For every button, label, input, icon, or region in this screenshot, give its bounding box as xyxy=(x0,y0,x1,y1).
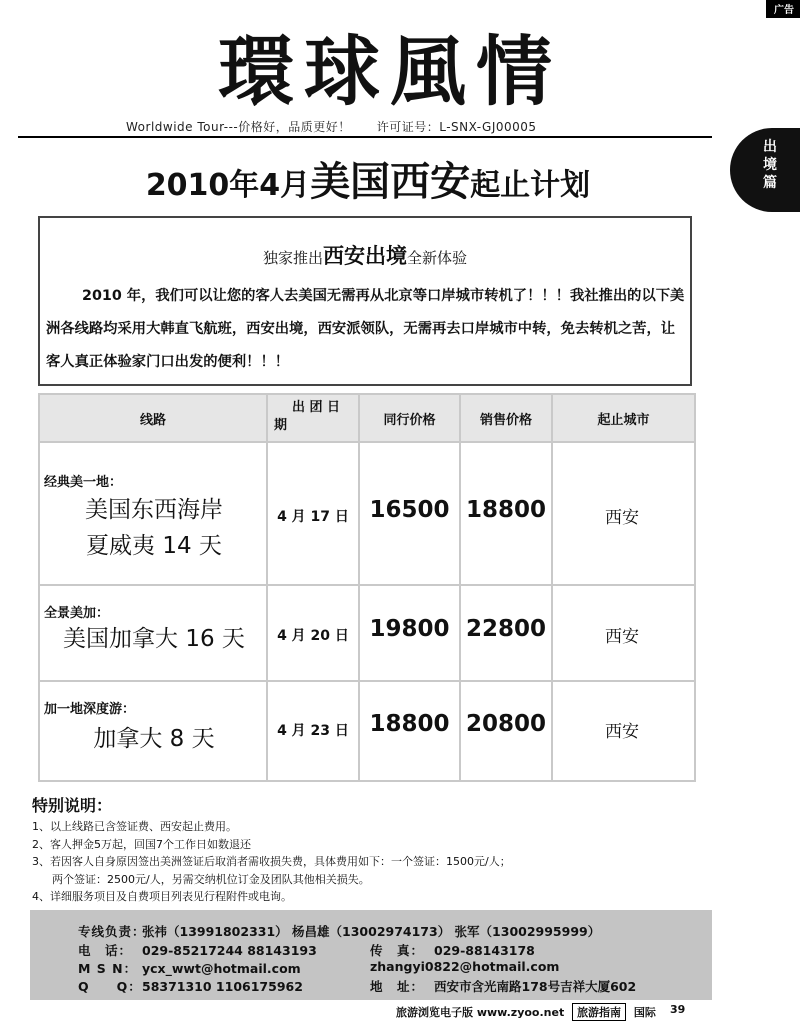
intro-paragraph: 2010 年，我们可以让您的客人去美国无需再从北京等口岸城市转机了！！！我社推出的以下美洲各线路均采用大韩直飞航班，西安出境，西安派领队，无需再去口岸城市中转，免去转机之苦，让客人真正体验家门口出发的便利！！！ xyxy=(46,288,685,370)
note-item: 2、客人押金5万起，回国7个工作日如数退还 xyxy=(32,837,251,851)
note-item: 两个签证：2500元/人，另需交纳机位订金及团队其他相关损失。 xyxy=(52,872,370,886)
fax-label: 传 真： xyxy=(370,943,425,958)
page-footer xyxy=(396,1003,656,1021)
page-number: 39 xyxy=(670,1003,686,1016)
advertisement-tag: 广告 xyxy=(766,0,800,18)
contact-phone-row xyxy=(78,941,317,959)
footer-magazine: 旅游指南 xyxy=(572,1003,626,1021)
intro-headline xyxy=(40,240,690,270)
note-item: 4、详细服务项目及自费项目列表见行程附件或电询。 xyxy=(32,890,292,903)
route-name: 加拿大 8 天 xyxy=(93,726,215,752)
section-tab[interactable] xyxy=(730,128,800,212)
header-city: 起止城市 xyxy=(553,395,694,441)
contact-address-row xyxy=(370,977,636,995)
header-date-line1: 出 团 日 xyxy=(291,400,341,415)
header-date xyxy=(268,395,358,441)
trade-price: 16500 xyxy=(369,497,450,523)
route-name-line2: 夏威夷 14 天 xyxy=(86,533,222,559)
start-end-city: 西安 xyxy=(605,508,639,528)
leads-value: 张祎（13991802331） 杨昌雄（13002974173） 张军（13002995999） xyxy=(142,924,601,939)
slogan: Worldwide Tour---价格好，品质更好！ xyxy=(126,120,351,134)
brand-logo: 環球風情 xyxy=(218,27,562,116)
footer-section: 国际 xyxy=(633,1006,656,1019)
retail-price: 18800 xyxy=(465,497,547,523)
start-end-city: 西安 xyxy=(605,722,639,742)
header-trade-price: 同行价格 xyxy=(360,395,459,441)
notes-heading: 特别说明： xyxy=(32,796,113,815)
contact-fax-row xyxy=(370,941,535,959)
start-end-city: 西安 xyxy=(605,627,639,647)
msn-value-2[interactable]: zhangyi0822@hotmail.com xyxy=(370,959,560,974)
title-suffix: 起止计划 xyxy=(470,168,591,203)
retail-price: 22800 xyxy=(465,616,547,642)
headline-emphasis: 西安出境 xyxy=(323,244,407,268)
footer-site[interactable]: 旅游浏览电子版 www.zyoo.net xyxy=(396,1006,565,1019)
header-date-line2: 期 xyxy=(274,418,288,433)
note-item: 1、以上线路已含签证费、西安起止费用。 xyxy=(32,820,237,833)
route-category: 全景美加： xyxy=(44,606,110,621)
headline-pre: 独家推出 xyxy=(262,249,323,267)
contact-leads-row xyxy=(78,922,600,940)
contact-msn-row xyxy=(78,959,301,977)
page-title xyxy=(18,160,718,208)
header-divider xyxy=(18,136,712,138)
qq-value: 58371310 1106175962 xyxy=(142,979,303,994)
phone-label: 电 话： xyxy=(78,943,133,958)
route-name: 美国东西海岸 xyxy=(85,497,223,523)
trade-price: 19800 xyxy=(369,616,450,642)
intro-box xyxy=(38,216,692,386)
departure-date: 4 月 17 日 xyxy=(277,509,349,525)
route-category: 加一地深度游： xyxy=(44,702,136,717)
itinerary-table xyxy=(38,393,696,782)
license-number: 许可证号：L-SNX-GJ00005 xyxy=(376,120,537,134)
route-category: 经典美一地： xyxy=(44,475,123,490)
msn-value-1[interactable]: ycx_wwt@hotmail.com xyxy=(142,961,301,976)
title-prefix: 2010年4月 xyxy=(145,168,311,203)
route-name: 美国加拿大 16 天 xyxy=(63,626,245,652)
address-value: 西安市含光南路178号吉祥大厦602 xyxy=(434,979,637,994)
title-highlight: 美国西安 xyxy=(310,159,471,205)
qq-label: Q Q： xyxy=(78,979,142,994)
contact-box xyxy=(30,910,712,1000)
table-row-3-route xyxy=(40,682,266,780)
msn-label: M S N： xyxy=(78,961,138,976)
trade-price: 18800 xyxy=(369,711,450,737)
fax-value: 029-88143178 xyxy=(434,943,535,958)
leads-label: 专线负责： xyxy=(78,924,146,939)
headline-post: 全新体验 xyxy=(407,249,468,267)
table-row-1-route xyxy=(40,443,266,584)
notes-list xyxy=(32,818,712,906)
departure-date: 4 月 20 日 xyxy=(277,628,349,644)
header-route: 线路 xyxy=(40,395,266,441)
note-item: 3、若因客人自身原因签出美洲签证后取消者需收损失费，具体费用如下：一个签证：1500元/人； xyxy=(32,855,511,868)
address-label: 地 址： xyxy=(370,979,425,994)
contact-qq-row xyxy=(78,977,303,995)
table-row-2-route xyxy=(40,586,266,680)
phone-value: 029-85217244 88143193 xyxy=(142,943,317,958)
section-tab-label: 出境篇 xyxy=(763,139,777,191)
departure-date: 4 月 23 日 xyxy=(277,723,349,739)
header-retail-price: 销售价格 xyxy=(461,395,551,441)
contact-msn2-row xyxy=(370,959,559,974)
brand-tagline xyxy=(126,118,666,135)
retail-price: 20800 xyxy=(465,711,547,737)
